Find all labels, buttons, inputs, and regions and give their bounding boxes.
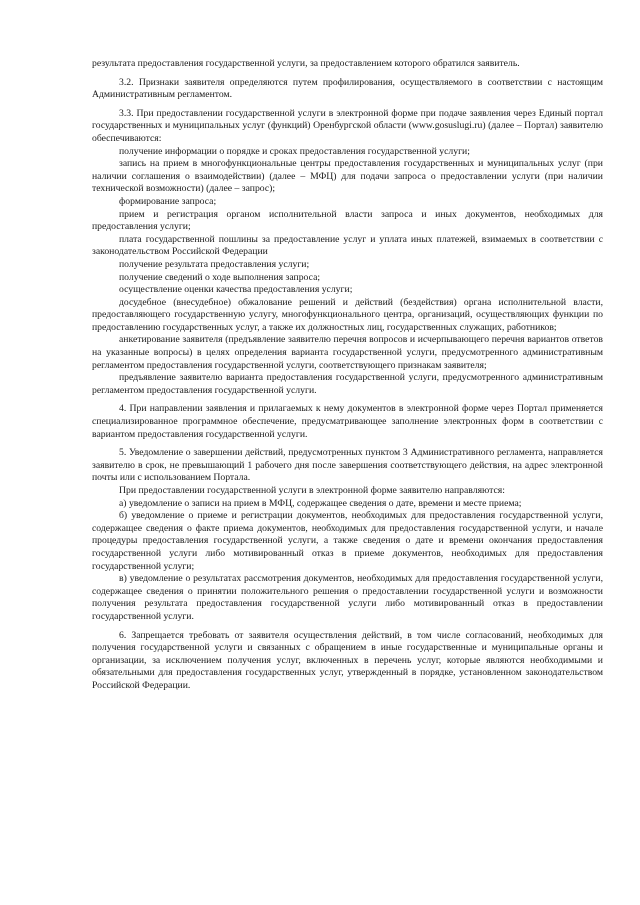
list-item-b: б) уведомление о приеме и регистрации документов, необходимых для предоставления государственной услуги, содержащее сведения о факте приема документов, необходимых для предоставления государственной услуги, и начале процедуры предоставления государственной услуги, а также сведения о дате и времени окончания предоставления государственной услуги либо мотивированный отказ в приеме документов, необходимых для предоставления государственной услуги; xyxy=(92,510,603,572)
list-item-variant: предъявление заявителю варианта предоставления государственной услуги, предусмотренного административным регламентом предоставления государственной услуги. xyxy=(92,372,603,396)
list-item-quality: осуществление оценки качества предоставления услуги; xyxy=(119,284,353,296)
list-item-a: а) уведомление о записи на прием в МФЦ, содержащее сведения о дате, времени и месте приема; xyxy=(119,497,522,509)
paragraph-5-notifications: При предоставлении государственной услуги в электронной форме заявителю направляются: xyxy=(119,485,505,496)
list-item-request-forming: формирование запроса; xyxy=(119,195,217,207)
list-item-v: в) уведомление о результатах рассмотрения документов, необходимых для предоставления государственной услуги, содержащее сведения о принятии положительного решения о предоставлении государственной услуги и возможности получения результата предоставления государственной услуги либо мотивированный отказ в предоставлении государственной услуги. xyxy=(92,573,603,622)
list-item-fee: плата государственной пошлины за предоставление услуг и уплата иных платежей, взимаемых в соответствии с законодательством Российской Федерации xyxy=(92,233,603,258)
list-item-appeal: досудебное (внесудебное) обжалование решений и действий (бездействия) органа исполнительной власти, предоставляющего государственную услугу, многофункционального центра, организаций, осуществляющих функции по предоставлению государственных услуг, а также их должностных лиц, государственных служащих, работников; xyxy=(92,296,603,333)
list-item-registration: прием и регистрация органом исполнительной власти запроса и иных документов, необходимых для предоставления услуги; xyxy=(92,208,603,233)
paragraph-4: 4. При направлении заявления и прилагаемых к нему документов в электронной форме через Портал применяется специализированное программное обеспечение, предусматривающее заполнение электронных форм в соответствии с вариантом предоставления государственной услуги. xyxy=(92,403,603,440)
list-item-result: получение результата предоставления услуги; xyxy=(119,258,310,270)
paragraph-3-2: 3.2. Признаки заявителя определяются путем профилирования, осуществляемого в соответствии с настоящим Административным регламентом. xyxy=(92,76,603,101)
list-item-questionnaire: анкетирование заявителя (предъявление заявителю перечня вопросов и исчерпывающего перечня вариантов ответов на указанные вопросы) в целях определения варианта государственной услуги, предусмотренного административным регламентом предоставления государственной услуги, соответствующего признакам заявителя; xyxy=(92,334,603,371)
list-item-status: получение сведений о ходе выполнения запроса; xyxy=(119,271,321,283)
paragraph-5: 5. Уведомление о завершении действий, предусмотренных пунктом 3 Административного регламента, направляется заявителю в срок, не превышающий 1 рабочего дня после завершения соответствующего действия, на адрес электронной почты или с использованием Портала. xyxy=(92,447,603,484)
list-item-info: получение информации о порядке и сроках предоставления государственной услуги; xyxy=(119,145,470,157)
paragraph-6: 6. Запрещается требовать от заявителя осуществления действий, в том числе согласований, необходимых для получения государственной услуги и связанных с обращением в иные государственные и муниципальные органы и организации, за исключением получения услуг, включенных в перечень услуг, которые являются необходимыми и обязательными для предоставления государственных услуг, утвержденный в порядке, установленном законодательством Российской Федерации. xyxy=(92,629,603,691)
paragraph-continuation: результата предоставления государственной услуги, за предоставлением которого обратился заявитель. xyxy=(92,58,520,69)
list-item-appointment: запись на прием в многофункциональные центры предоставления государственных и муниципальных услуг (при наличии соглашения о взаимодействии) (далее – МФЦ) для подачи запроса о предоставлении услуги (при наличии технической возможности) (далее – запрос); xyxy=(92,158,603,195)
paragraph-3-3: 3.3. При предоставлении государственной услуги в электронной форме при подаче заявления через Единый портал государственных и муниципальных услуг (функций) Оренбургской области (www.gosuslugi.ru) (далее – Портал) заявителю обеспечиваются: xyxy=(92,107,603,144)
